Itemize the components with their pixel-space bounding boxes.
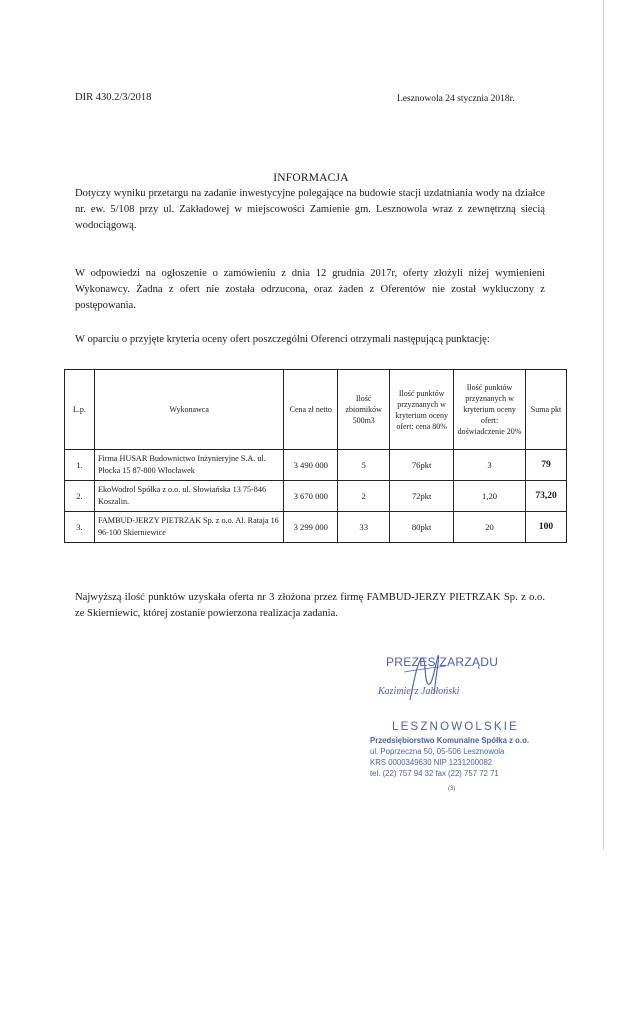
- cell-price: 3 299 000: [284, 512, 338, 543]
- header-lp: L.p.: [65, 370, 95, 450]
- header-contractor: Wykonawca: [94, 370, 283, 450]
- cell-experience-points: 1,20: [454, 481, 526, 512]
- cell-total: 73,20: [526, 481, 567, 512]
- cell-lp: 3.: [65, 512, 95, 543]
- cell-tanks: 33: [338, 512, 390, 543]
- header-price: Cena zł netto: [284, 370, 338, 450]
- header-tanks: Ilość zbiorników 500m3: [338, 370, 390, 450]
- cell-price-points: 76pkt: [390, 450, 454, 481]
- header-experience-points: Ilość punktów przyznanych w kryterium oceny ofert: doświadczenie 20%: [454, 370, 526, 450]
- cell-total: 100: [526, 512, 567, 543]
- stamp-line: tel. (22) 757 94 32 fax (22) 757 72 71: [370, 769, 499, 778]
- signatory-name: Kazimierz Jabłoński: [378, 686, 460, 697]
- stamp-line: Przedsiębiorstwo Komunalne Spółka z o.o.: [370, 736, 529, 745]
- header-price-points: Ilość punktów przyznanych w kryterium oceny ofert: cena 80%: [390, 370, 454, 450]
- subject-paragraph: Dotyczy wyniku przetargu na zadanie inwestycyjne polegające na budowie stacji uzdatniania wody na działce nr. ew. 5/108 przy ul. Zakładowej w miejscowości Zamienie gm. Lesznowola wraz z zewnętrzną siecią wodociągową.: [75, 188, 545, 231]
- cell-contractor: EkoWodrol Spółka z o.o. ul. Słowiańska 13 75-846 Koszalin.: [94, 481, 283, 512]
- header-total: Suma pkt: [526, 370, 567, 450]
- cell-lp: 2.: [65, 481, 95, 512]
- cell-total: 79: [526, 450, 567, 481]
- cell-lp: 1.: [65, 450, 95, 481]
- cell-price-points: 80pkt: [390, 512, 454, 543]
- stamp-company-name: LESZNOWOLSKIE: [392, 721, 520, 733]
- page-edge-line: [603, 0, 604, 850]
- table-row: [65, 450, 567, 481]
- cell-contractor: FAMBUD-JERZY PIETRZAK Sp. z o.o. Al. Rataja 16 96-100 Skierniewice: [94, 512, 283, 543]
- cell-price-points: 72pkt: [390, 481, 454, 512]
- table-row: [65, 481, 567, 512]
- table-row: [65, 512, 567, 543]
- cell-experience-points: 3: [454, 450, 526, 481]
- signatory-title: PREZES ZARZĄDU: [386, 655, 499, 669]
- stamp-line: KRS 0000349630 NIP 1231200082: [370, 758, 493, 767]
- conclusion-paragraph: Najwyższą ilość punktów uzyskała oferta nr 3 złożona przez firmę FAMBUD-JERZY PIETRZAK Sp. z o.o. ze Skierniewic, której zostanie powierzona realizacja zadania.: [75, 592, 545, 619]
- cell-price: 3 490 000: [284, 450, 338, 481]
- criteria-paragraph: W oparciu o przyjęte kryteria oceny ofert poszczególni Oferenci otrzymali następującą punktację:: [75, 334, 490, 345]
- signature-block: [360, 650, 540, 795]
- document-title: INFORMACJA: [273, 172, 349, 184]
- cell-tanks: 2: [338, 481, 390, 512]
- stamp-line: ul. Poprzeczna 50, 05-506 Lesznowola: [370, 747, 505, 756]
- table-header-row: [65, 370, 567, 450]
- cell-tanks: 5: [338, 450, 390, 481]
- offers-table: [64, 369, 567, 543]
- cell-experience-points: 20: [454, 512, 526, 543]
- cell-price: 3 670 000: [284, 481, 338, 512]
- offers-paragraph: W odpowiedzi na ogłoszenie o zamówieniu z dnia 12 grudnia 2017r, oferty złożyli niżej wymienieni Wykonawcy. Żadna z ofert nie została odrzucona, oraz żaden z Oferentów nie został wykluczony z postępowania.: [75, 268, 545, 311]
- cell-contractor: Firma HUSAR Budownictwo Inżynieryjne S.A. ul. Płocka 15 87-800 Włocławek: [94, 450, 283, 481]
- reference-number: DIR 430.2/3/2018: [75, 92, 152, 103]
- stamp-line: (3): [448, 786, 456, 792]
- document-date: Lesznowola 24 stycznia 2018r.: [397, 94, 515, 104]
